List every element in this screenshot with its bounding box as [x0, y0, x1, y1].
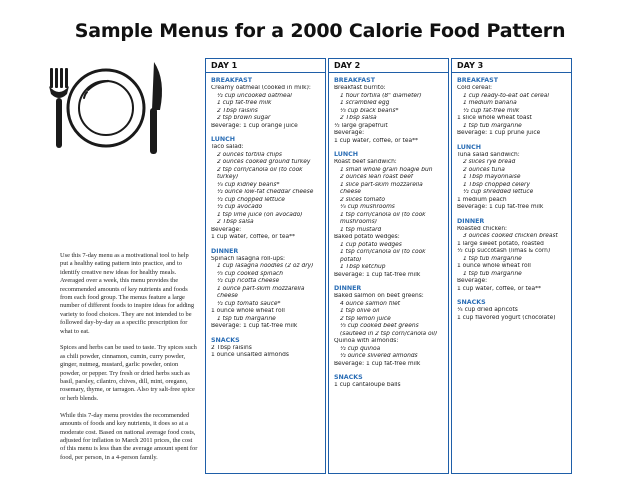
menu-line: 3 ounces cooked chicken breast — [463, 233, 558, 239]
menu-line: 2 tsp brown sugar — [217, 115, 271, 121]
menu-line: 1 tsp tub margarine — [463, 270, 522, 277]
menu-line: ⅓ cup cooked beet greens — [340, 323, 419, 329]
menu-line: 1 slice part-skim mozzarella — [340, 181, 423, 188]
menu-line: 1 flour tortilla (8" diameter) — [340, 92, 422, 99]
menu-line: 1 ounce unsalted almonds — [211, 352, 289, 358]
meal-heading-lunch: LUNCH — [211, 136, 236, 143]
meal-heading-dinner: DINNER — [334, 285, 362, 292]
menu-line: 1 cup water, coffee, or tea** — [211, 234, 295, 240]
menu-line: (sauteed in 2 tsp corn/canola oil) — [340, 330, 438, 337]
menu-line: turkey) — [217, 174, 239, 180]
menu-line: 1 medium banana — [463, 100, 517, 106]
menu-line: 1 small whole grain hoagie bun — [340, 166, 433, 173]
menu-line: 2 Tbsp raisins — [217, 107, 258, 114]
menu-line: 1 medium peach — [457, 196, 507, 203]
page-title: Sample Menus for a 2000 Calorie Food Pattern — [74, 20, 566, 42]
menu-line: 1 cup water, coffee, or tea** — [457, 285, 541, 292]
day-1-body — [206, 73, 325, 360]
meal-heading-snacks: SNACKS — [457, 299, 486, 306]
menu-line: 1 slice whole wheat toast — [457, 115, 532, 121]
menu-line: 1 cup water, coffee, or tea** — [334, 137, 418, 144]
menu-line: 1 tsp lime juice (on avocado) — [217, 211, 303, 218]
menu-line: ½ cup chopped lettuce — [217, 196, 285, 203]
menu-line: Beverage: 1 cup prune juice — [457, 130, 541, 136]
menu-line: Beverage: — [211, 226, 242, 233]
menu-line: 1 Tbsp ketchup — [340, 264, 386, 270]
meal-heading-dinner: DINNER — [457, 217, 485, 225]
menu-line: ½ ounce slivered almonds — [340, 353, 418, 359]
menu-line: Spinach lasagna roll-ups: — [211, 255, 286, 262]
menu-line: Roast beef sandwich: — [334, 159, 397, 165]
menu-line: ½ cup fat-free milk — [463, 107, 520, 114]
menu-line: 2 ounces tuna — [463, 166, 505, 173]
menu-line: ¼ cup dried apricots — [457, 307, 518, 313]
menu-line: 1 tsp tub margarine — [463, 122, 522, 129]
menu-line: Tuna salad sandwich: — [457, 151, 520, 158]
menu-line: ½ ounce low-fat cheddar cheese — [217, 189, 314, 195]
menu-line: Beverage: — [334, 130, 365, 136]
menu-line: Baked salmon on beet greens: — [334, 293, 424, 299]
menu-line: 1 tsp tub margarine — [217, 315, 276, 322]
menu-line: 1 ounce part-skim mozzarella — [217, 285, 305, 292]
menu-line: 2 slices tomato — [340, 196, 385, 203]
menu-line: 2 ounces tortilla chips — [217, 151, 282, 158]
day-2-header: DAY 2 — [329, 59, 448, 73]
menu-line: 2 Tbsp salsa — [217, 219, 254, 225]
menu-line: 2 tsp lemon juice — [340, 315, 391, 322]
menu-line: Beverage: 1 cup orange juice — [211, 122, 298, 129]
menu-line: Taco salad: — [211, 144, 244, 150]
menu-line: 1 cup ready-to-eat oat cereal — [463, 92, 550, 99]
meal-heading-snacks: SNACKS — [334, 374, 363, 381]
menu-line: 2 Tbsp raisins — [211, 344, 252, 351]
menu-line: 1 tsp corn/canola oil (to cook — [340, 211, 426, 218]
meal-heading-dinner: DINNER — [211, 247, 239, 255]
menu-line: 1 Tbsp mayonnaise — [463, 174, 521, 180]
plate-fork-knife-logo — [36, 40, 176, 172]
menu-line: 2 ounces lean roast beef — [340, 174, 413, 180]
meal-heading-lunch: LUNCH — [457, 143, 482, 151]
menu-line: ½ cup quinoa — [340, 345, 381, 352]
menu-line: 1 cup potato wedges — [340, 241, 402, 248]
intro-paragraph: While this 7-day menu provides the recommended amounts of foods and key nutrients, it does so at a moderate cost. Based on national average food costs, adjusted for inflation to March 2011 prices, the cost of this menu is less than the average amount spent for food, per person, in a 4-person family. — [60, 411, 198, 461]
menu-line: ½ cup succotash (limas & corn) — [457, 248, 551, 254]
menu-line: 1 tsp olive oil — [340, 308, 380, 314]
meal-heading-breakfast: BREAKFAST — [211, 77, 252, 84]
intro-text — [60, 252, 198, 471]
menu-line: Beverage: — [457, 278, 488, 284]
menu-line: Beverage: 1 cup fat-free milk — [334, 271, 421, 278]
menu-line: Beverage: 1 cup fat-free milk — [334, 360, 421, 367]
menu-line: ½ large grapefruit — [334, 122, 388, 129]
menu-line: ¼ cup mushrooms — [340, 204, 395, 210]
day-3-body — [452, 73, 571, 322]
menu-line: ½ cup avocado — [217, 204, 263, 210]
menu-line: cheese — [340, 189, 361, 195]
menu-line: 1 ounce whole wheat roll — [457, 263, 531, 269]
menu-line: ⅔ cup cooked spinach — [217, 270, 284, 277]
menu-line: 2 Tbsp salsa — [340, 115, 377, 121]
menu-line: 1 large sweet potato, roasted — [457, 240, 544, 247]
menu-line: 1 tsp mustard — [340, 226, 382, 233]
menu-line: ½ cup uncooked oatmeal — [217, 92, 292, 99]
day-1-header: DAY 1 — [206, 59, 325, 73]
menu-line: 1 cup lasagna noodles (2 oz dry) — [217, 263, 314, 269]
menu-line: 1 cup fat-free milk — [217, 100, 272, 106]
menu-line: 4 ounce salmon filet — [340, 300, 401, 307]
menu-line: cheese — [217, 293, 238, 299]
menu-line: Breakfast burrito: — [334, 85, 386, 91]
meal-heading-breakfast: BREAKFAST — [457, 77, 498, 84]
day-3-menu-card — [451, 58, 572, 474]
menu-line: Beverage: 1 cup fat-free milk — [457, 204, 544, 210]
day-1-menu-card — [205, 58, 326, 474]
menu-line: mushrooms) — [340, 219, 378, 225]
menu-line: Beverage: 1 cup fat-free milk — [211, 323, 298, 329]
menu-line: Cold cereal: — [457, 85, 492, 91]
day-2-menu-card — [328, 58, 449, 474]
day-2-body — [329, 73, 448, 390]
menu-line: Baked potato wedges: — [334, 234, 400, 240]
meal-heading-breakfast: BREAKFAST — [334, 77, 375, 84]
intro-paragraph: Spices and herbs can be used to taste. Try spices such as chili powder, cinnamon, cumin, curry powder, ginger, nutmeg, mustard, garlic powder, onion powder, or pepper. Try fresh or dried herbs such as basil, parsley, cilantro, chives, dill, mint, oregano, rosemary, thyme, or tarragon. Also try salt-free spice or herb blends. — [60, 344, 197, 402]
menu-line: 2 ounces cooked ground turkey — [217, 159, 311, 165]
menu-line: potato) — [340, 256, 362, 263]
menu-line: 1 ounce whole wheat roll — [211, 308, 285, 314]
menu-line: ¼ cup kidney beans* — [217, 181, 280, 188]
menu-line: 1 tsp tub margarine — [463, 255, 522, 262]
menu-line: Creamy oatmeal (cooked in milk): — [211, 85, 311, 91]
menu-line: 2 slices rye bread — [463, 159, 516, 165]
menu-line: 1 tsp corn/canola oil (to cook — [340, 249, 426, 255]
menu-line: ½ cup ricotta cheese — [217, 278, 280, 284]
menu-line: 1 cup flavored yogurt (chocolate) — [457, 314, 556, 321]
menu-line: 2 tsp corn/canola oil (to cook — [217, 166, 303, 173]
menu-line: ⅓ cup black beans* — [340, 107, 399, 114]
menu-line: 1 Tbsp chopped celery — [463, 181, 530, 188]
meal-heading-snacks: SNACKS — [211, 336, 240, 344]
menu-line: ½ cup tomato sauce* — [217, 300, 281, 307]
menu-line: 1 cup cantaloupe balls — [334, 382, 401, 388]
intro-paragraph: Use this 7-day menu as a motivational tool to help put a healthy eating pattern into practice, and to identify creative new ideas for healthy meals. Averaged over a week, this menu provides the recommended amounts of key nutrients and foods from each food group. The menus feature a large number of different foods to inspire ideas for adding variety to food choices. They are not intended to be followed day-by-day as a specific prescription for what to eat. — [60, 252, 195, 335]
menu-line: ½ cup shredded lettuce — [463, 189, 534, 195]
menu-line: 1 scrambled egg — [340, 100, 390, 106]
menu-line: Quinoa with almonds: — [334, 338, 399, 344]
menu-line: Roasted chicken: — [457, 225, 508, 232]
day-3-header: DAY 3 — [452, 59, 571, 73]
meal-heading-lunch: LUNCH — [334, 151, 359, 158]
